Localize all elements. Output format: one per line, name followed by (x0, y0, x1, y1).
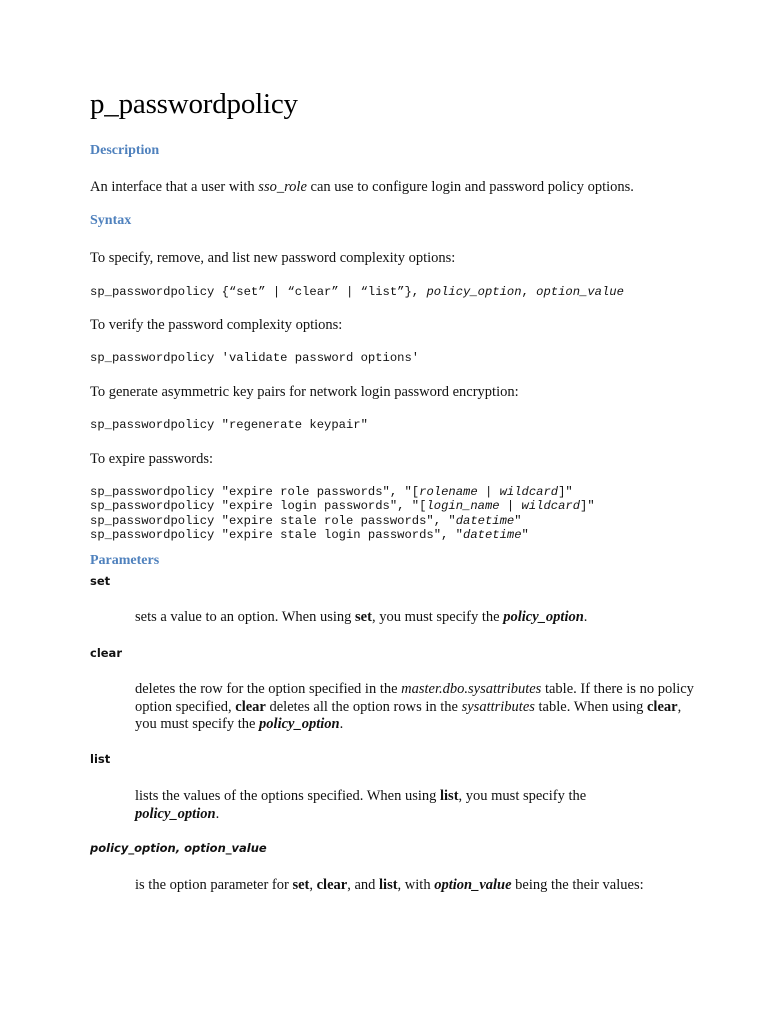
page-title: p_passwordpolicy (90, 88, 298, 120)
param-policy-description: is the option parameter for set, clear, and list, with option_value being the their values: (135, 877, 644, 893)
param-list-name: list (90, 752, 111, 766)
syntax-intro-expire: To expire passwords: (90, 451, 214, 467)
expire-line-stale-role: sp_passwordpolicy "expire stale role passwords", "datetime" (90, 513, 522, 528)
param-clear-name: clear (90, 646, 122, 660)
syntax-intro-validate: To verify the password complexity options: (90, 317, 343, 333)
syntax-intro-keypair: To generate asymmetric key pairs for network login password encryption: (90, 384, 519, 400)
param-set-name: set (90, 574, 111, 588)
description-heading: Description (90, 143, 160, 158)
expire-line-stale-login: sp_passwordpolicy "expire stale login passwords", "datetime" (90, 527, 529, 542)
param-clear-description: deletes the row for the option specified in the master.dbo.sysattributes table. If there is no policy option specified, clear deletes all the option rows in the sysattributes table. When using clear, you must specify the policy_option. (135, 681, 694, 732)
syntax-code-expire (90, 485, 595, 542)
syntax-code-validate: sp_passwordpolicy 'validate password options' (90, 351, 420, 365)
expire-line-role: sp_passwordpolicy "expire role passwords", "[rolename | wildcard]" (90, 485, 573, 499)
description-text: An interface that a user with sso_role can use to configure login and password policy options. (90, 179, 634, 195)
parameters-heading: Parameters (90, 553, 160, 568)
param-set-description: sets a value to an option. When using set, you must specify the policy_option. (135, 609, 588, 625)
param-list-description: lists the values of the options specified. When using list, you must specify the policy_option. (135, 788, 587, 822)
expire-line-login: sp_passwordpolicy "expire login passwords", "[login_name | wildcard]" (90, 499, 595, 514)
syntax-intro-complexity: To specify, remove, and list new password complexity options: (90, 250, 456, 266)
syntax-code-complexity: sp_passwordpolicy {“set” | “clear” | “list”}, policy_option, option_value (90, 285, 624, 299)
param-policy-name: policy_option, option_value (90, 841, 267, 855)
syntax-code-keypair: sp_passwordpolicy "regenerate keypair" (90, 418, 368, 432)
syntax-heading: Syntax (90, 213, 132, 228)
